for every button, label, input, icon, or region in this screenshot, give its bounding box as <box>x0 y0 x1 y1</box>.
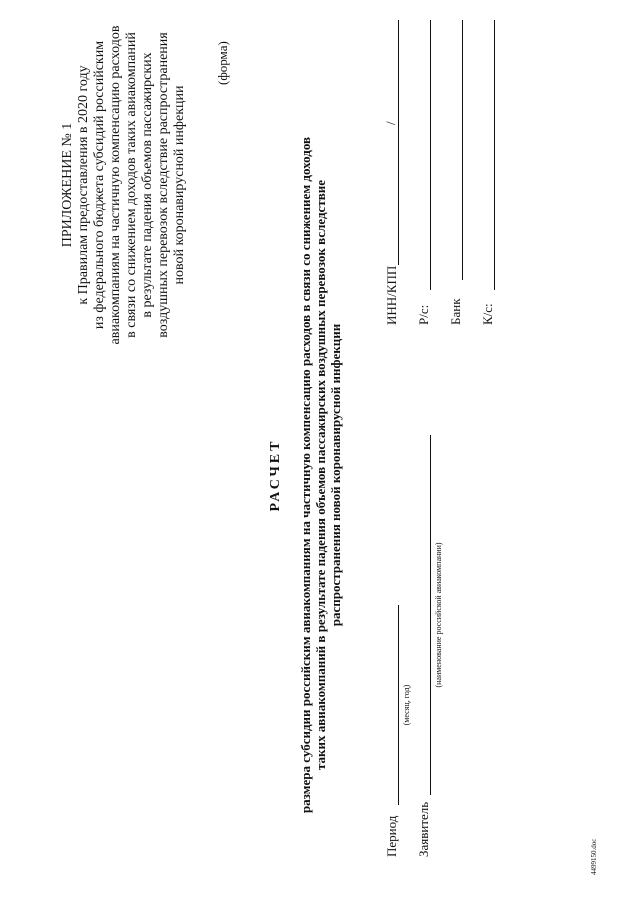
inn-kpp-label: ИНН/КПП <box>384 265 399 325</box>
bank-field-line[interactable] <box>462 20 463 280</box>
appendix-line: авиакомпаниям на частичную компенсацию расходов <box>108 25 123 345</box>
appendix-line: ПРИЛОЖЕНИЕ № 1 <box>60 122 75 248</box>
inn-kpp-field-line[interactable] <box>398 20 399 265</box>
applicant-caption: (наименование российской авиакомпании) <box>434 542 443 688</box>
period-label: Период <box>384 815 399 857</box>
appendix-line: воздушных перевозок вследствие распространения <box>156 32 171 338</box>
form-label: (форма) <box>215 41 230 85</box>
bank-label: Банк <box>448 298 463 325</box>
inn-kpp-separator: / <box>383 121 398 125</box>
appendix-line: к Правилам предоставления в 2020 году <box>76 65 91 305</box>
document-subtitle <box>298 105 343 845</box>
document-id: 4499150.doc <box>590 838 598 875</box>
correspondent-account-label: К/с: <box>480 303 495 325</box>
settlement-account-field-line[interactable] <box>430 20 431 290</box>
appendix-header <box>60 5 188 365</box>
document-title: РАСЧЕТ <box>268 438 283 512</box>
period-field-line[interactable] <box>398 605 399 805</box>
appendix-line: новой коронавирусной инфекции <box>172 85 187 285</box>
appendix-line: в результате падения объемов пассажирских <box>140 52 155 318</box>
subtitle-line: размера субсидии российским авиакомпаниям на частичную компенсацию расходов в связи со снижением доходов <box>298 136 313 814</box>
period-caption: (месяц, год) <box>402 684 411 726</box>
appendix-line: в связи со снижением доходов таких авиакомпаний <box>124 32 139 338</box>
settlement-account-label: Р/с: <box>416 304 431 325</box>
subtitle-line: распространения новой коронавирусной инфекции <box>328 323 343 627</box>
appendix-line: из федерального бюджета субсидий российским <box>92 40 107 330</box>
correspondent-account-field-line[interactable] <box>494 20 495 290</box>
applicant-field-line[interactable] <box>430 435 431 795</box>
applicant-label: Заявитель <box>416 801 431 857</box>
subtitle-line: таких авиакомпаний в результате падения объемов пассажирских воздушных перевозок вследствие <box>313 180 328 770</box>
